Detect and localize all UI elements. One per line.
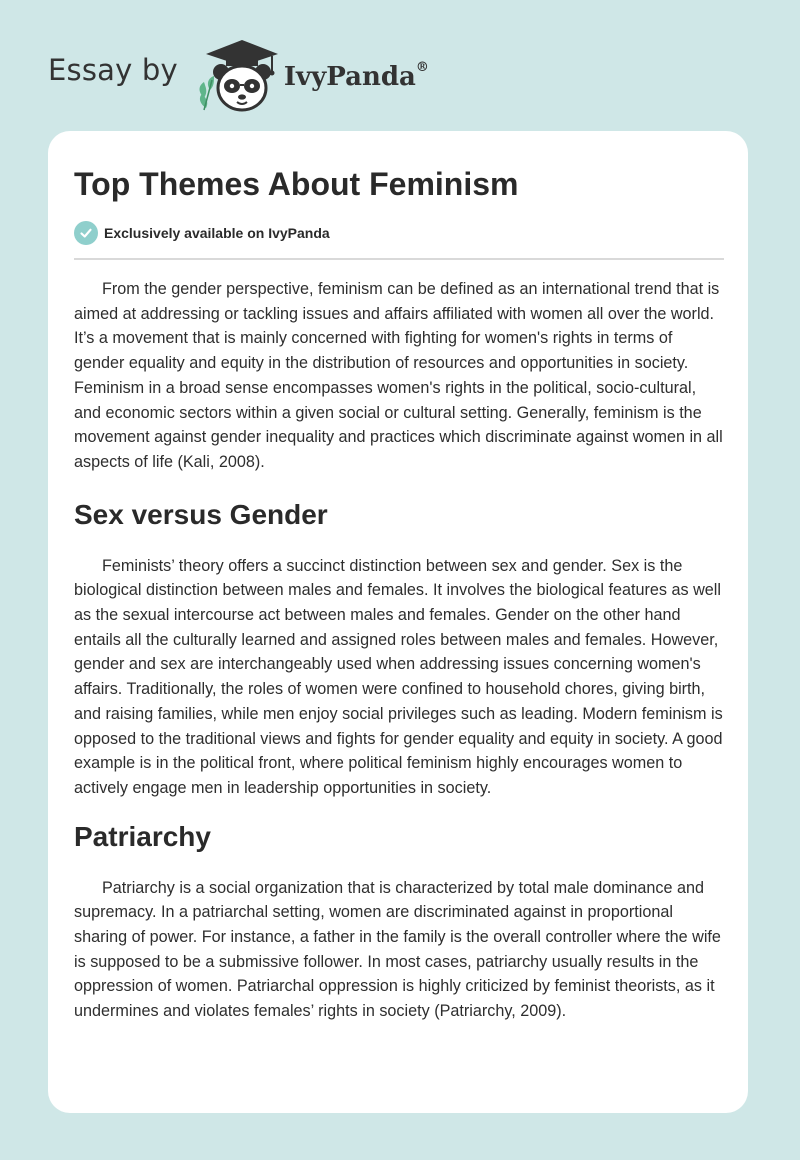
heading-patriarchy: Patriarchy [74,820,211,852]
paragraph-intro: From the gender perspective, feminism can be defined as an international trend that is aimed at addressing or tackling issues and affairs affiliated with women all over the world. It’s a movement that is mainly concerned with fighting for women's rights in terms of gender equality and equity in the distribution of resources and opportunities in society. Feminism in a broad sense encompasses women's rights in the political, socio-cultural, and economic sectors within a given social or cultural setting. Generally, feminism is the movement against gender inequality and practices which discriminate against women in all aspects of life (Kali, 2008). [74,280,723,471]
panda-logo-icon[interactable] [192,36,282,116]
site-header [48,36,429,116]
page-title: Top Themes About Feminism [74,166,519,202]
checkmark-circle-icon [74,221,98,245]
essay-by-label: Essay by [48,53,178,87]
registered-mark: ® [415,60,429,75]
paragraph-sex-versus-gender: Feminists’ theory offers a succinct distinction between sex and gender. Sex is the biological distinction between males and females. It involves the biological features as well as the sexual intercourse act between males and females. Gender on the other hand entails all the culturally learned and assigned roles between males and females. However, gender and sex are interchangeably used when addressing issues concerning women's affairs. Traditionally, the roles of women were confined to household chores, giving birth, and raising families, while men enjoy social privileges such as leading. Modern feminism is opposed to the traditional views and fights for gender equality and equity in society. A good example is in the political front, where political feminism highly encourages women to actively engage men in leadership opportunities in society. [74,556,723,797]
title-divider [74,258,724,260]
essay-content [74,165,724,1024]
brand-name[interactable] [284,62,429,92]
brand-text: IvyPanda [283,62,416,92]
essay-card [48,131,748,1113]
paragraph-patriarchy: Patriarchy is a social organization that is characterized by total male dominance and supremacy. In a patriarchal setting, women are discriminated against in proportional sharing of power. For instance, a father in the family is the overall controller where the wife is supposed to be a submissive follower. In most cases, patriarchy usually results in the oppression of women. Patriarchal oppression is highly criticized by feminist theorists, as it undermines and violates females’ rights in society (Patriarchy, 2009). [74,878,721,1021]
heading-sex-versus-gender: Sex versus Gender [74,498,328,530]
exclusive-badge [74,220,724,246]
exclusive-badge-label: Exclusively available on IvyPanda [104,225,330,241]
